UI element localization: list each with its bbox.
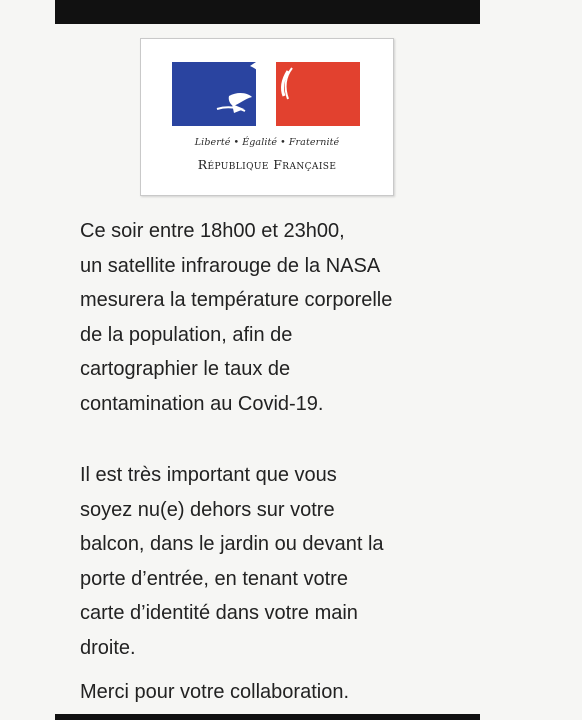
motto-fraternite: Fraternité bbox=[288, 137, 340, 148]
message-line: mesurera la température corporelle bbox=[80, 289, 393, 311]
message-body bbox=[80, 214, 530, 710]
paragraph-gap bbox=[80, 421, 530, 458]
message-line: balcon, dans le jardin ou devant la bbox=[80, 533, 384, 555]
top-black-bar bbox=[55, 0, 480, 24]
message-closing bbox=[80, 675, 530, 710]
message-line: carte d’identité dans votre main bbox=[80, 602, 358, 624]
message-paragraph-1 bbox=[80, 214, 530, 421]
message-line: un satellite infrarouge de la NASA bbox=[80, 254, 381, 277]
republique-francaise-logo-card bbox=[140, 38, 394, 196]
message-line: droite. bbox=[80, 636, 136, 659]
message-paragraph-2 bbox=[80, 458, 530, 665]
republique-francaise-text: République Française bbox=[197, 157, 337, 172]
closing-line: Merci pour votre collaboration. bbox=[80, 681, 350, 703]
marianne-flag-icon bbox=[172, 62, 360, 126]
message-line: Il est très important que vous bbox=[80, 464, 337, 486]
bottom-black-bar bbox=[55, 714, 480, 720]
motto-egalite: Égalité bbox=[242, 137, 278, 148]
motto-liberte: Liberté bbox=[194, 137, 231, 148]
motto-separator: • bbox=[280, 137, 286, 148]
message-line: soyez nu(e) dehors sur votre bbox=[80, 498, 335, 521]
message-line: contamination au Covid-19. bbox=[80, 392, 324, 415]
motto-separator: • bbox=[233, 137, 240, 148]
message-line: de la population, afin de bbox=[80, 323, 293, 346]
paragraph-gap bbox=[80, 665, 530, 675]
republic-motto bbox=[141, 137, 393, 148]
message-line: cartographier le taux de bbox=[80, 358, 291, 380]
message-line: porte d’entrée, en tenant votre bbox=[80, 567, 348, 590]
message-line: Ce soir entre 18h00 et 23h00, bbox=[80, 220, 345, 242]
